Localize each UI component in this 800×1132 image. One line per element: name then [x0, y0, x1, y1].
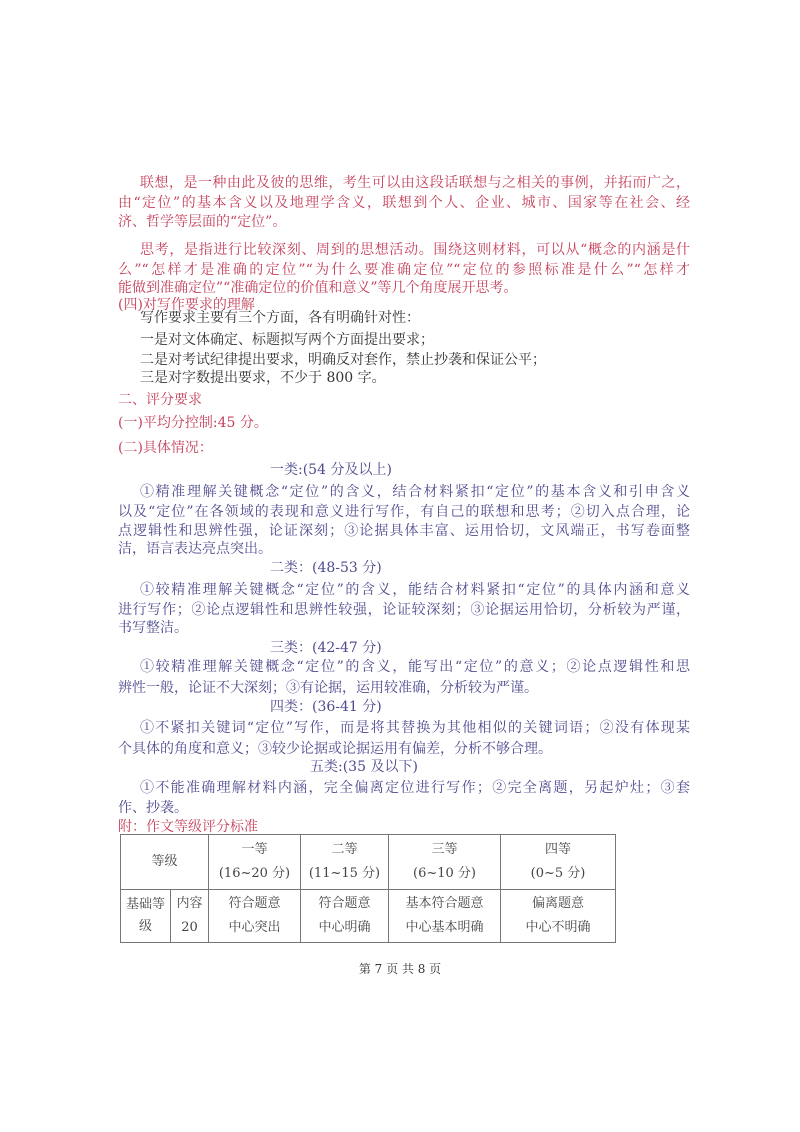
grade-2-cell — [301, 890, 389, 943]
average-score: (一)平均分控制:45 分。 — [118, 415, 268, 431]
grading-table — [120, 834, 616, 943]
row-group: 基础等级 — [121, 890, 171, 943]
class-title: 二类：(48-53 分) — [270, 560, 382, 576]
grade-1-header — [209, 835, 301, 890]
text-line: 书写整洁。 — [118, 620, 188, 636]
page-footer: 第 7 页 共 8 页 — [358, 962, 442, 976]
text-line: ①较精准理解关键概念“定位”的含义，能写出“定位”的意义；②论点逻辑性和思 — [140, 659, 690, 675]
text-line: ①不能准确理解材料内涵，完全偏离定位进行写作；②完全离题，另起炉灶；③套 — [140, 780, 690, 796]
grade-range: (11~15 分) — [308, 866, 381, 881]
text-line: 济、哲学等层面的“定位”。 — [118, 214, 287, 230]
grade-4-cell — [501, 890, 616, 943]
cell-line: 符合题意 — [228, 896, 281, 911]
text-line: 写作要求主要有三个方面，各有明确针对性： — [140, 310, 420, 326]
text-line: ①较精准理解关键概念“定位”的含义，能结合材料紧扣“定位”的具体内涵和意义 — [140, 582, 690, 598]
grade-name: 一等 — [241, 842, 268, 857]
grade-range: (16~20 分) — [218, 866, 291, 881]
grade-4-header — [501, 835, 616, 890]
text-line: 能做到准确定位”“准确定位的价值和意义”等几个角度展开思考。 — [118, 280, 518, 296]
grade-name: 四等 — [544, 842, 571, 857]
text-line: 由“定位”的基本含义以及地理学含义，联想到个人、企业、城市、国家等在社会、经 — [118, 195, 690, 211]
grade-name: 二等 — [331, 842, 358, 857]
text-line: 二是对考试纪律提出要求，明确反对套作，禁止抄袭和保证公平； — [140, 352, 546, 368]
text-line: 三是对字数提出要求，不少于 800 字。 — [140, 370, 386, 386]
class-title: 三类：(42-47 分) — [270, 640, 382, 656]
grade-range: (0~5 分) — [530, 866, 586, 881]
text-line: 进行写作；②论点逻辑性和思辨性较强，论证较深刻；③论据运用恰切，分析较为严谨， — [118, 602, 690, 618]
text-line: 作、抄袭。 — [118, 800, 188, 816]
class-title: 四类：(36-41 分) — [270, 699, 382, 715]
cell-line: 偏离题意 — [531, 896, 584, 911]
class-title: 一类:(54 分及以上) — [270, 462, 392, 478]
text-line: 洁，语言表达亮点突出。 — [118, 541, 272, 557]
cell-line: 中心基本明确 — [405, 920, 484, 935]
section-heading: (二)具体情况： — [118, 440, 213, 456]
text-line: 么”“怎样才是准确的定位”“为什么要准确定位”“定位的参照标准是什么”“怎样才 — [118, 262, 690, 278]
grade-1-cell — [209, 890, 301, 943]
grade-name: 三等 — [431, 842, 458, 857]
cell-line: 中心不明确 — [525, 920, 591, 935]
text-line: 思考，是指进行比较深刻、周到的思想活动。围绕这则材料，可以从“概念的内涵是什 — [140, 242, 690, 258]
text-line: ①不紧扣关键词“定位”写作，而是将其替换为其他相似的关键词语；②没有体现某 — [140, 720, 690, 736]
text-line: 点逻辑性和思辨性强，论证深刻；③论据具体丰富、运用恰切，文风端正，书写卷面整 — [118, 523, 690, 539]
cell-line: 中心明确 — [318, 920, 371, 935]
cell-line: 符合题意 — [318, 896, 371, 911]
row-label — [171, 890, 209, 943]
cell-line: 基本符合题意 — [405, 896, 484, 911]
cell-line: 中心突出 — [228, 920, 281, 935]
grade-3-cell — [389, 890, 501, 943]
class-title: 五类:(35 及以下) — [310, 759, 418, 775]
grade-3-header — [389, 835, 501, 890]
appendix-title: 附：作文等级评分标准 — [118, 819, 258, 835]
text-line: 一是对文体确定、标题拟写两个方面提出要求； — [140, 332, 434, 348]
content-label: 内容 — [176, 896, 203, 911]
section-heading: 二、评分要求 — [118, 392, 202, 408]
text-line: 以及“定位”在各领域的表现和意义进行写作，有自己的联想和思考；②切入点合理，论 — [118, 504, 690, 520]
text-line: 辨性一般，论证不大深刻；③有论据，运用较准确，分析较为严谨。 — [118, 680, 538, 696]
grade-range: (6~10 分) — [413, 866, 476, 881]
grade-header: 等级 — [121, 835, 209, 890]
content-points: 20 — [181, 920, 198, 935]
section-heading: (四)对写作要求的理解 — [118, 297, 255, 313]
text-line: 个具体的角度和意义；③较少论据或论据运用有偏差，分析不够合理。 — [118, 741, 552, 757]
text-line: ①精准理解关键概念“定位”的含义，结合材料紧扣“定位”的基本含义和引申含义 — [140, 484, 690, 500]
text-line: 联想，是一种由此及彼的思维，考生可以由这段话联想与之相关的事例，并拓而广之， — [140, 175, 690, 191]
grade-2-header — [301, 835, 389, 890]
